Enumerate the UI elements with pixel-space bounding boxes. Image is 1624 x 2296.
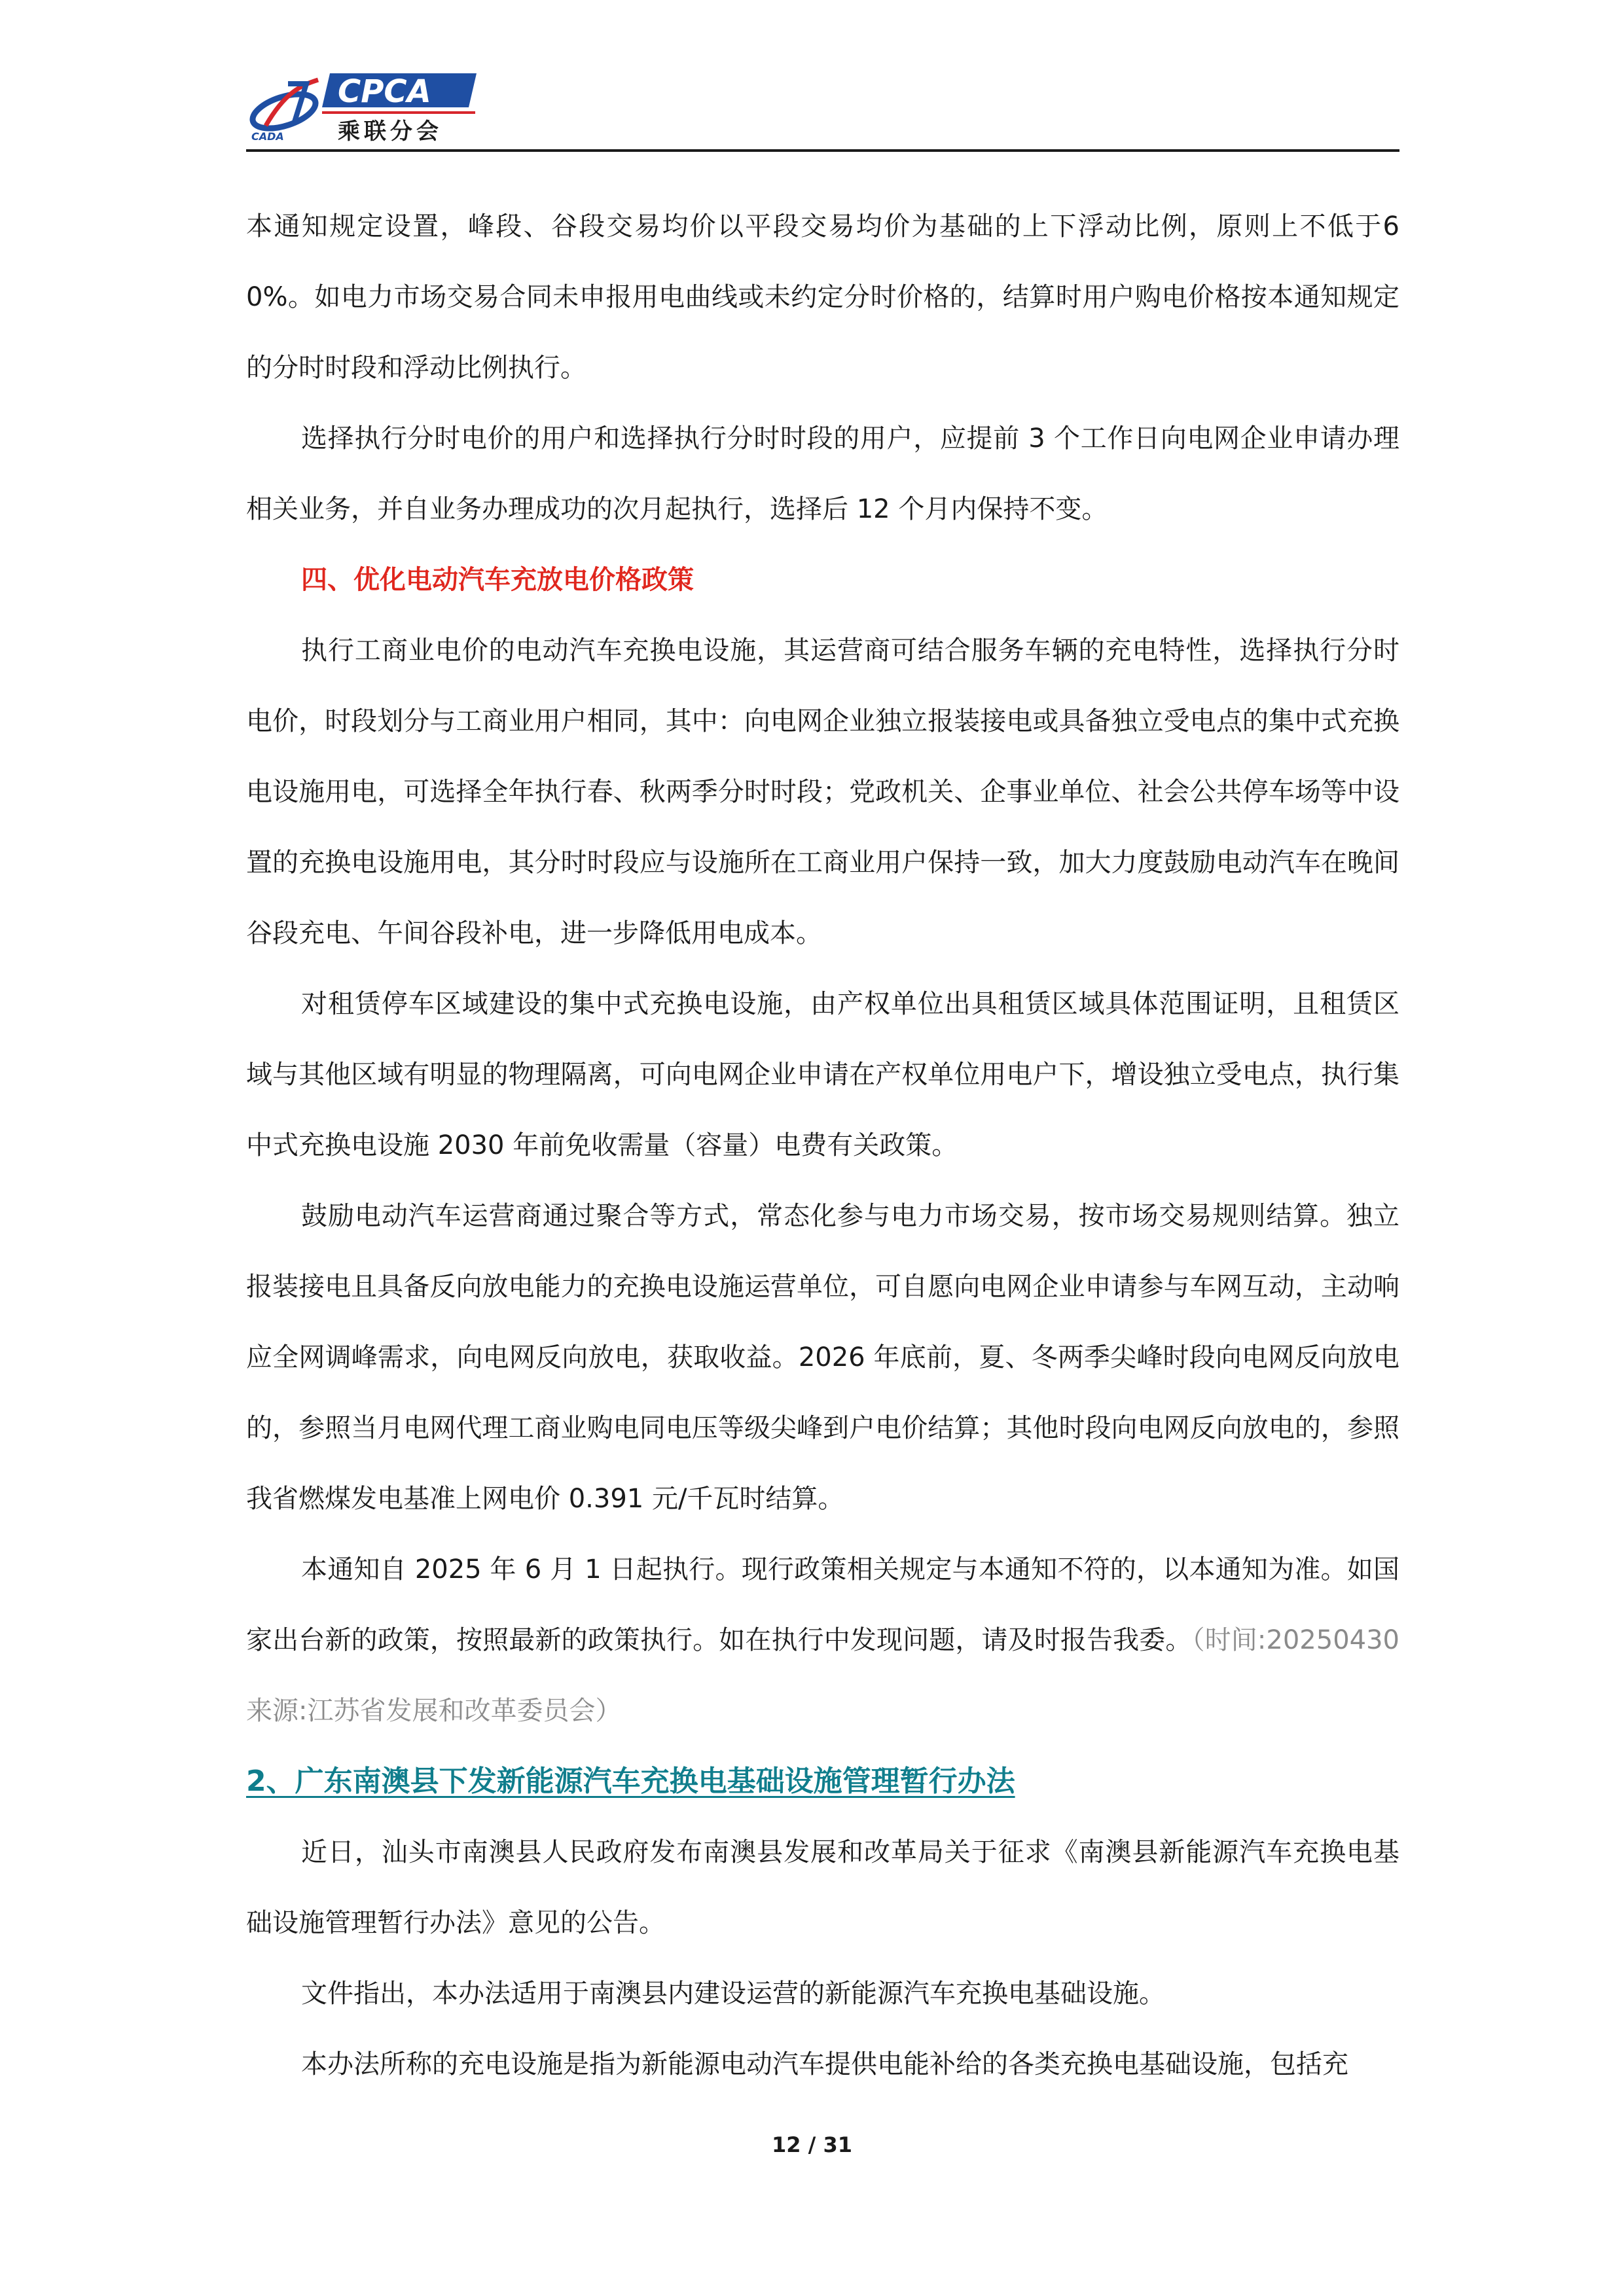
logo-mark-text: CADA <box>251 130 284 143</box>
paragraph-6 <box>246 1534 1426 1746</box>
document-body <box>246 191 1426 2100</box>
paragraph-8: 文件指出，本办法适用于南澳县内建设运营的新能源汽车充换电基础设施。 <box>301 1979 1165 2009</box>
paragraph-3: 执行工商业电价的电动汽车充换电设施，其运营商可结合服务车辆的充电特性，选择执行分时电价，时段划分与工商业用户相同，其中：向电网企业独立报装接电或具备独立受电点的集中式充换电设施用电，可选择全年执行春、秋两季分时时段；党政机关、企事业单位、社会公共停车场等中设置的充换电设施用电，其分时时段应与设施所在工商业用户保持一致，加大力度鼓励电动汽车在晚间谷段充电、午间谷段补电，进一步降低用电成本。 <box>246 636 1399 948</box>
article-heading-2: 2、广东南澳县下发新能源汽车充换电基础设施管理暂行办法 <box>246 1765 1015 1798</box>
paragraph-1: 本通知规定设置，峰段、谷段交易均价以平段交易均价为基础的上下浮动比例，原则上不低于60%。如电力市场交易合同未申报用电曲线或未约定分时价格的，结算时用户购电价格按本通知规定的分时时段和浮动比例执行。 <box>246 211 1399 383</box>
cpca-logo <box>246 65 482 144</box>
paragraph-9: 本办法所称的充电设施是指为新能源电动汽车提供电能补给的各类充换电基础设施，包括充 <box>301 2049 1348 2079</box>
page-header <box>246 60 1399 152</box>
paragraph-2: 选择执行分时电价的用户和选择执行分时时段的用户，应提前 3 个工作日向电网企业申请办理相关业务，并自业务办理成功的次月起执行，选择后 12 个月内保持不变。 <box>246 423 1399 524</box>
source-note: （时间:20250430 来源:江苏省发展和改革委员会） <box>246 1625 1426 1726</box>
logo-subtitle: 乘联分会 <box>338 118 442 144</box>
logo-badge <box>322 73 477 144</box>
paragraph-7: 近日，汕头市南澳县人民政府发布南澳县发展和改革局关于征求《南澳县新能源汽车充换电基础设施管理暂行办法》意见的公告。 <box>246 1837 1399 1938</box>
section-heading-4: 四、优化电动汽车充放电价格政策 <box>301 565 694 595</box>
logo-text: CPCA <box>338 73 431 110</box>
paragraph-4: 对租赁停车区域建设的集中式充换电设施，由产权单位出具租赁区域具体范围证明，且租赁区域与其他区域有明显的物理隔离，可向电网企业申请在产权单位用电户下，增设独立受电点，执行集中式充换电设施 2030 年前免收需量（容量）电费有关政策。 <box>246 989 1399 1160</box>
page-number: 12 / 31 <box>771 2132 853 2157</box>
paragraph-6-text: 本通知自 2025 年 6 月 1 日起执行。现行政策相关规定与本通知不符的，以本通知为准。如国家出台新的政策，按照最新的政策执行。如在执行中发现问题，请及时报告我委。 <box>246 1554 1399 1655</box>
paragraph-5: 鼓励电动汽车运营商通过聚合等方式，常态化参与电力市场交易，按市场交易规则结算。独立报装接电且具备反向放电能力的充换电设施运营单位，可自愿向电网企业申请参与车网互动，主动响应全网调峰需求，向电网反向放电，获取收益。2026 年底前，夏、冬两季尖峰时段向电网反向放电的，参照当月电网代理工商业购电同电压等级尖峰到户电价结算；其他时段向电网反向放电的，参照我省燃煤发电基准上网电价 0.391 元/千瓦时结算。 <box>246 1201 1399 1514</box>
logo-swoosh-icon <box>249 80 320 143</box>
